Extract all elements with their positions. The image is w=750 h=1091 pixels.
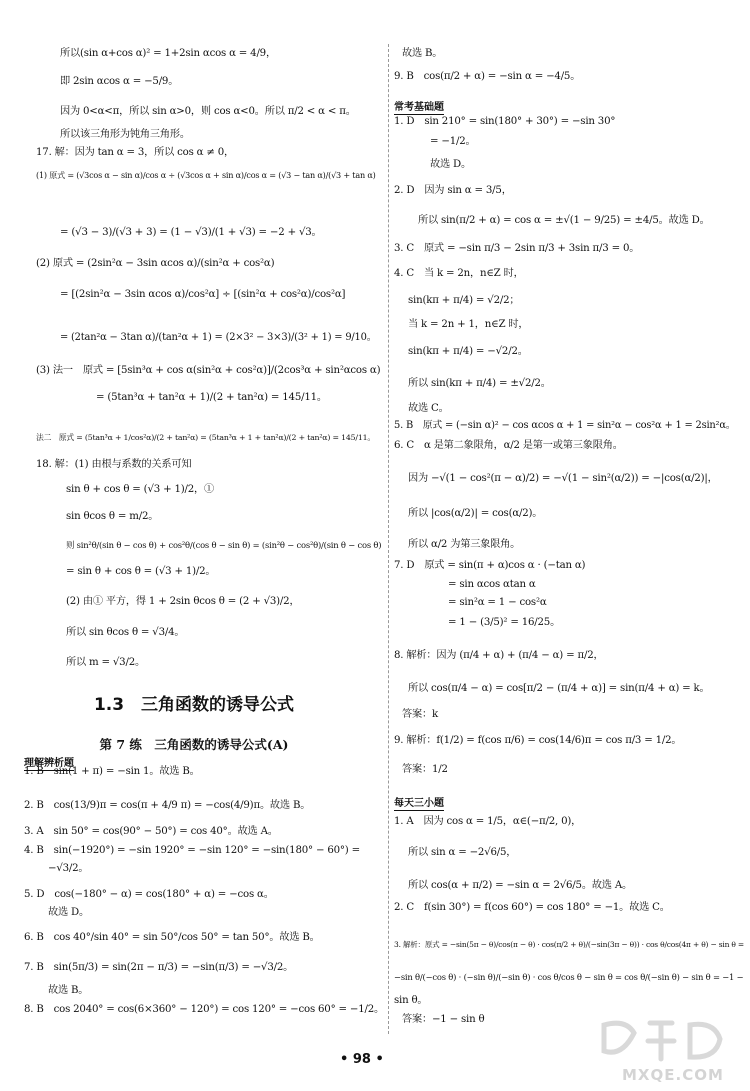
right-line-14: 5. B 原式 = (−sin α)² − cos αcos α + 1 = sin²α − cos²α + 1 = 2sin²α。 bbox=[394, 420, 736, 431]
left-line-24: 4. B sin(−1920°) = −sin 1920° = −sin 120° = −sin(180° − 60°) = bbox=[24, 845, 360, 856]
right-line-25: 答案：k bbox=[402, 709, 438, 720]
right-line-31: 2. C f(sin 30°) = f(cos 60°) = cos 180° = −1。故选 C。 bbox=[394, 902, 670, 913]
left-line-25: −√3/2。 bbox=[48, 863, 89, 874]
left-line-12: 法二 原式 = (5tan³α + 1/cos²α)/(2 + tan²α) = (5tan³α + 1 + tan²α)/(2 + tan²α) = 145/11。 bbox=[36, 433, 375, 442]
left-line-2: 因为 0<α<π，所以 sin α>0，则 cos α<0。所以 π/2 < α < π。 bbox=[60, 106, 356, 117]
right-line-0: 故选 B。 bbox=[402, 48, 443, 59]
right-line-33: −sin θ/(−cos θ) · (−sin θ)/(−sin θ) · cos θ/cos θ − sin θ = cos θ/(−sin θ) − sin θ = −1 − bbox=[394, 972, 744, 982]
left-line-16: 则 sin²θ/(sin θ − cos θ) + cos²θ/(cos θ − sin θ) = (sin²θ − cos²θ)/(sin θ − cos θ) bbox=[66, 540, 382, 550]
right-line-19: 7. D 原式 = sin(π + α)cos α · (−tan α) bbox=[394, 560, 586, 571]
left-line-6: = (√3 − 3)/(√3 + 3) = (1 − √3)/(1 + √3) = −2 + √3。 bbox=[60, 227, 322, 238]
right-line-35: 答案：−1 − sin θ bbox=[402, 1014, 485, 1025]
watermark-text: MXQE.COM bbox=[622, 1066, 724, 1084]
left-line-8: = [(2sin²α − 3sin αcos α)/cos²α] ÷ [(sin²α + cos²α)/cos²α] bbox=[60, 289, 346, 300]
right-line-18: 所以 α/2 为第三象限角。 bbox=[408, 539, 521, 550]
right-line-4: 故选 D。 bbox=[430, 159, 471, 170]
right-line-3: = −1/2。 bbox=[430, 136, 476, 147]
left-line-18: (2) 由① 平方，得 1 + 2sin θcos θ = (2 + √3)/2， bbox=[66, 596, 300, 607]
right-line-17: 所以 |cos(α/2)| = cos(α/2)。 bbox=[408, 508, 543, 519]
right-line-27: 答案：1/2 bbox=[402, 764, 448, 775]
left-line-10: (3) 法一 原式 = [5sin³α + cos α(sin²α + cos²α)]/(2cos³α + sin²αcos α) bbox=[36, 365, 381, 376]
left-line-7: (2) 原式 = (2sin²α − 3sin αcos α)/(sin²α + cos²α) bbox=[36, 258, 275, 269]
page-number: • 98 • bbox=[340, 1052, 384, 1067]
right-line-10: 当 k = 2n + 1，n∈Z 时， bbox=[408, 319, 529, 330]
left-line-5: (1) 原式 = (√3cos α − sin α)/cos α ÷ (√3cos α + sin α)/cos α = (√3 − tan α)/(√3 + tan α) bbox=[36, 170, 376, 180]
left-line-31: 8. B cos 2040° = cos(6×360° − 120°) = cos 120° = −cos 60° = −1/2。 bbox=[24, 1004, 384, 1015]
right-line-1: 9. B cos(π/2 + α) = −sin α = −4/5。 bbox=[394, 71, 581, 82]
subhead-basic: 常考基础题 bbox=[394, 98, 444, 115]
left-line-11: = (5tan³α + tan²α + 1)/(2 + tan²α) = 145/11。 bbox=[96, 392, 327, 403]
right-line-34: sin θ。 bbox=[394, 995, 428, 1006]
right-line-2: 1. D sin 210° = sin(180° + 30°) = −sin 30° bbox=[394, 116, 616, 127]
right-line-16: 因为 −√(1 − cos²(π − α)/2) = −√(1 − sin²(α/2)) = −|cos(α/2)|， bbox=[408, 473, 718, 484]
right-line-28: 1. A 因为 cos α = 1/5，α∈(−π/2, 0)， bbox=[394, 816, 582, 827]
left-line-15: sin θcos θ = m/2。 bbox=[66, 511, 159, 522]
left-line-27: 故选 D。 bbox=[48, 907, 89, 918]
column-divider bbox=[388, 44, 389, 1034]
left-line-3: 所以该三角形为钝角三角形。 bbox=[60, 129, 190, 140]
right-line-20: = sin αcos αtan α bbox=[448, 579, 536, 590]
right-line-12: 所以 sin(kπ + π/4) = ±√2/2。 bbox=[408, 378, 551, 389]
left-line-9: = (2tan²α − 3tan α)/(tan²α + 1) = (2×3² − 3×3)/(3² + 1) = 9/10。 bbox=[60, 332, 377, 343]
right-line-15: 6. C α 是第二象限角，α/2 是第一或第三象限角。 bbox=[394, 440, 623, 451]
exercise-title: 第 7 练 三角函数的诱导公式(A) bbox=[99, 737, 289, 752]
left-line-4: 17. 解：因为 tan α = 3，所以 cos α ≠ 0， bbox=[36, 147, 235, 158]
right-line-23: 8. 解析：因为 (π/4 + α) + (π/4 − α) = π/2， bbox=[394, 650, 604, 661]
left-line-0: 所以(sin α+cos α)² = 1+2sin αcos α = 4/9， bbox=[60, 48, 276, 59]
left-line-14: sin θ + cos θ = (√3 + 1)/2，① bbox=[66, 484, 214, 495]
left-line-20: 所以 m = √3/2。 bbox=[66, 657, 145, 668]
right-line-11: sin(kπ + π/4) = −√2/2。 bbox=[408, 346, 528, 357]
left-line-21: 1. B sin(1 + π) = −sin 1。故选 B。 bbox=[24, 766, 200, 777]
right-line-30: 所以 cos(α + π/2) = −sin α = 2√6/5。故选 A。 bbox=[408, 880, 632, 891]
right-line-8: 4. C 当 k = 2n，n∈Z 时， bbox=[394, 268, 524, 279]
left-line-13: 18. 解：(1) 由根与系数的关系可知 bbox=[36, 459, 192, 470]
right-line-6: 所以 sin(π/2 + α) = cos α = ±√(1 − 9/25) = ±4/5。故选 D。 bbox=[418, 215, 710, 226]
left-line-29: 7. B sin(5π/3) = sin(2π − π/3) = −sin(π/3) = −√3/2。 bbox=[24, 962, 294, 973]
subhead-daily: 每天三小题 bbox=[394, 794, 444, 811]
right-line-24: 所以 cos(π/4 − α) = cos[π/2 − (π/4 + α)] = sin(π/4 + α) = k。 bbox=[408, 683, 710, 694]
section-title: 1.3 三角函数的诱导公式 bbox=[93, 695, 295, 715]
subhead-understand: 理解辨析题 bbox=[24, 754, 74, 771]
right-line-22: = 1 − (3/5)² = 16/25。 bbox=[448, 617, 561, 628]
right-line-7: 3. C 原式 = −sin π/3 − 2sin π/3 + 3sin π/3 = 0。 bbox=[394, 243, 640, 254]
left-line-26: 5. D cos(−180° − α) = cos(180° + α) = −cos α。 bbox=[24, 889, 274, 900]
right-line-5: 2. D 因为 sin α = 3/5， bbox=[394, 185, 512, 196]
right-line-26: 9. 解析：f(1/2) = f(cos π/6) = cos(14/6)π = cos π/3 = 1/2。 bbox=[394, 735, 682, 746]
left-line-23: 3. A sin 50° = cos(90° − 50°) = cos 40°。故选 A。 bbox=[24, 826, 278, 837]
left-line-1: 即 2sin αcos α = −5/9。 bbox=[60, 76, 179, 87]
right-line-29: 所以 sin α = −2√6/5， bbox=[408, 847, 517, 858]
left-line-30: 故选 B。 bbox=[48, 985, 89, 996]
left-line-28: 6. B cos 40°/sin 40° = sin 50°/cos 50° = tan 50°。故选 B。 bbox=[24, 932, 320, 943]
left-line-22: 2. B cos(13/9)π = cos(π + 4/9 π) = −cos(4/9)π。故选 B。 bbox=[24, 800, 311, 811]
right-line-21: = sin²α = 1 − cos²α bbox=[448, 597, 547, 608]
right-line-9: sin(kπ + π/4) = √2/2； bbox=[408, 295, 520, 306]
left-line-17: = sin θ + cos θ = (√3 + 1)/2。 bbox=[66, 566, 216, 577]
right-line-32: 3. 解析：原式 = −sin(5π − θ)/cos(π − θ) · cos(π/2 + θ)/(−sin(3π − θ)) · cos θ/cos(4π + θ) − sin θ = bbox=[394, 940, 744, 949]
left-line-19: 所以 sin θcos θ = √3/4。 bbox=[66, 627, 185, 638]
right-line-13: 故选 C。 bbox=[408, 403, 449, 414]
